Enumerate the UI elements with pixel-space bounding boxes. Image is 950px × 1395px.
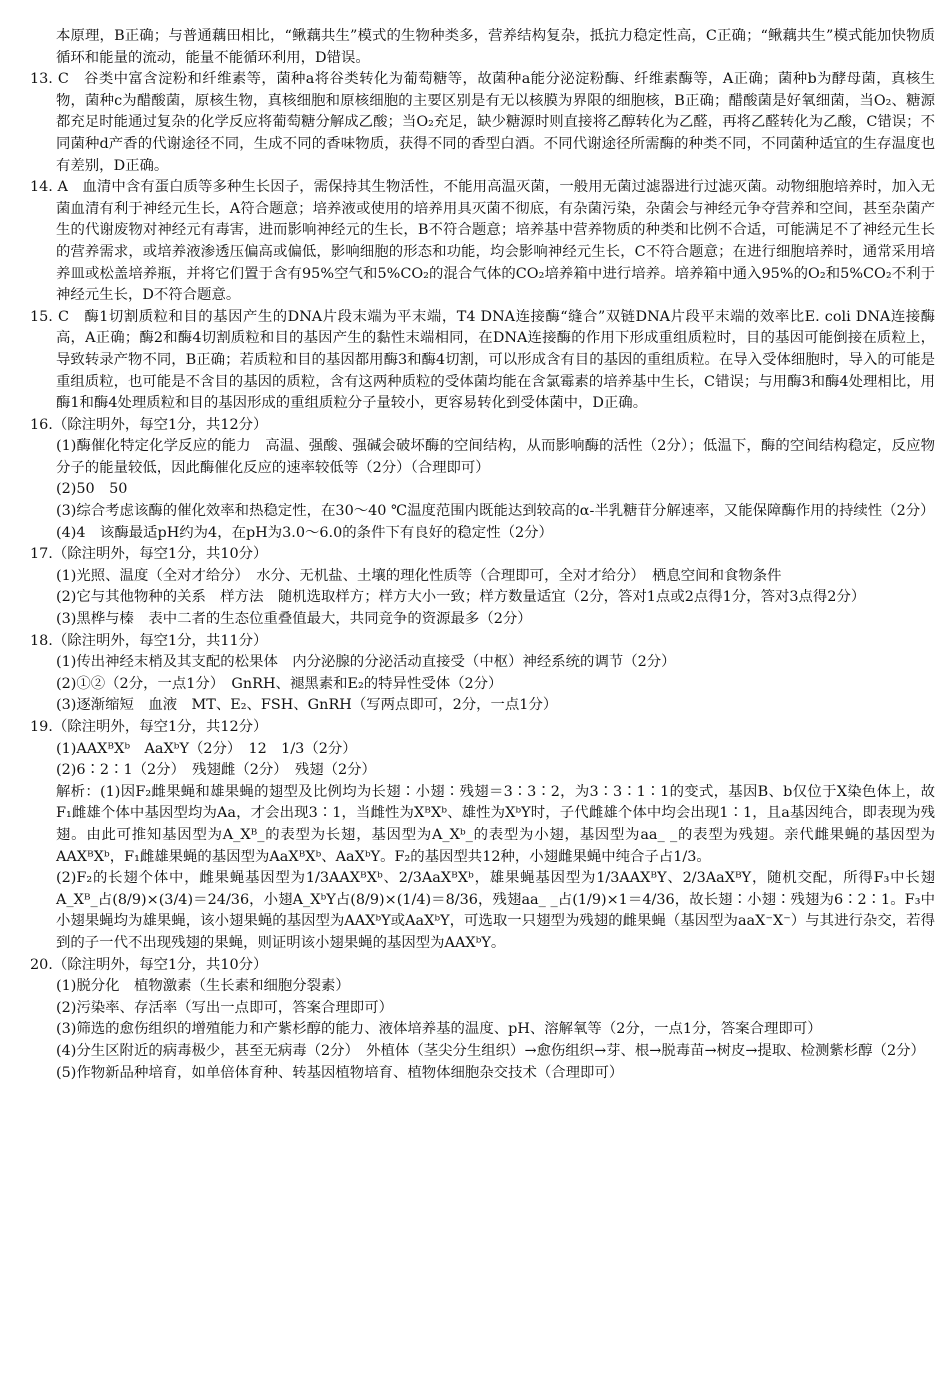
answer-16-part-1: (1)酶催化特定化学反应的能力 高温、强酸、强碱会破坏酶的空间结构，从而影响酶的活性（2分）；低温下，酶的空间结构稳定，反应物分子的能量较低，因此酶催化反应的速率较低等（2分）（合理即可） xyxy=(56,438,935,476)
answer-20-part-4: (4)分生区附近的病毒极少，甚至无病毒（2分） 外植体（茎尖分生组织）→愈伤组织→芽、根→脱毒苗→树皮→提取、检测紫杉醇（2分） xyxy=(56,1042,925,1059)
answer-16-part-2: (2)50 50 xyxy=(56,481,128,498)
answer-20-part-1: (1)脱分化 植物激素（生长素和细胞分裂素） xyxy=(56,978,350,995)
answer-15: 15. C 酶1切割质粒和目的基因产生的DNA片段末端为平末端，T4 DNA连接酶“缝合”双链DNA片段平末端的效率比E. coli DNA连接酶高，A正确；酶2和酶4切割质粒和目的基因产生的黏性末端相同，在DNA连接酶的作用下形成重组质粒时，目的基因可能倒接在质粒上，导致转录产物不同，B正确；若质粒和目的基因都用酶3和酶4切割，可以形成含有目的基因的重组质粒。在导入受体细胞时，导入的可能是重组质粒，也可能是不含目的基因的质粒，含有这两种质粒的受体菌均能在含氯霉素的培养基中生长，C错误；与用酶3和酶4处理相比，用酶1和酶4处理质粒和目的基因形成的重组质粒分子量较小，更容易转化到受体菌中，D正确。 xyxy=(30,308,935,412)
answer-16-part-3: (3)综合考虑该酶的催化效率和热稳定性，在30～40 ℃温度范围内既能达到较高的α-半乳糖苷分解速率，又能保障酶作用的持续性（2分） xyxy=(56,503,935,520)
answer-17-part-2: (2)它与其他物种的关系 样方法 随机选取样方；样方大小一致；样方数量适宜（2分，答对1点或2点得1分，答对3点得2分） xyxy=(56,589,866,606)
answer-19-part-1: (1)AAXᴮXᵇ AaXᵇY（2分） 12 1/3（2分） xyxy=(56,740,357,757)
answer-20-header: 20.（除注明外，每空1分，共10分） xyxy=(30,956,268,973)
answer-17-header: 17.（除注明外，每空1分，共10分） xyxy=(30,546,268,563)
answer-18-part-3: (3)逐渐缩短 血液 MT、E₂、FSH、GnRH（写两点即可，2分，一点1分） xyxy=(56,697,558,714)
answer-18-part-1: (1)传出神经末梢及其支配的松果体 内分泌腺的分泌活动直接受（中枢）神经系统的调节（2分） xyxy=(56,654,676,671)
answer-17-part-3: (3)黑桦与榛 表中二者的生态位重叠值最大，共同竞争的资源最多（2分） xyxy=(56,611,532,628)
answer-17-part-1: (1)光照、温度（全对才给分） 水分、无机盐、土壤的理化性质等（合理即可，全对才给分） 栖息空间和食物条件 xyxy=(56,567,782,584)
answer-18-part-2: (2)①②（2分，一点1分） GnRH、褪黑素和E₂的特异性受体（2分） xyxy=(56,675,503,692)
answer-20-part-5: (5)作物新品种培育，如单倍体育种、转基因植物培育、植物体细胞杂交技术（合理即可） xyxy=(56,1064,624,1081)
answer-19-part-2: (2)6∶2∶1（2分） 残翅雌（2分） 残翅（2分） xyxy=(56,762,376,779)
answer-19-explanation-1: 解析：(1)因F₂雌果蝇和雄果蝇的翅型及比例均为长翅∶小翅∶残翅＝3∶3∶2，为3∶3∶1∶1的变式，基因B、b仅位于X染色体上，故F₁雌雄个体中基因型均为Aa，才会出现3∶1，当雌性为XᴮXᵇ、雄性为XᵇY时，子代雌雄个体中均会出现1∶1，且a基因纯合，即表现为残翅。由此可推知基因型为A_Xᴮ_的表型为长翅，基因型为A_Xᵇ_的表型为小翅，基因型为aa_ _的表型为残翅。亲代雌果蝇的基因型为AAXᴮXᵇ，F₁雌雄果蝇的基因型为AaXᴮXᵇ、AaXᵇY。F₂的基因型共12种，小翅雌果蝇中纯合子占1/3。 xyxy=(56,783,935,865)
answer-text-block xyxy=(30,26,935,1084)
answer-16-header: 16.（除注明外，每空1分，共12分） xyxy=(30,416,268,433)
answer-18-header: 18.（除注明外，每空1分，共11分） xyxy=(30,632,268,649)
answer-16-part-4: (4)4 该酶最适pH约为4，在pH为3.0～6.0的条件下有良好的稳定性（2分） xyxy=(56,524,553,541)
answer-13: 13. C 谷类中富含淀粉和纤维素等，菌种a将谷类转化为葡萄糖等，故菌种a能分泌淀粉酶、纤维素酶等，A正确；菌种b为酵母菌，真核生物，菌种c为醋酸菌，原核生物，真核细胞和原核细胞的主要区别是有无以核膜为界限的细胞核，B正确；醋酸菌是好氧细菌，当O₂、糖源都充足时能通过复杂的化学反应将葡萄糖分解成乙酸；当O₂充足，缺少糖源时则直接将乙醇转化为乙醛，再将乙醛转化为乙酸，C错误；不同菌种d产香的代谢途径不同，生成不同的香味物质，获得不同的香型白酒。不同代谢途径所需酶的种类不同，不同菌种适宜的生存温度也有差别，D正确。 xyxy=(30,71,935,174)
answer-20-part-2: (2)污染率、存活率（写出一点即可，答案合理即可） xyxy=(56,999,393,1016)
answer-19-explanation-2: (2)F₂的长翅个体中，雌果蝇基因型为1/3AAXᴮXᵇ、2/3AaXᴮXᵇ，雄果蝇基因型为1/3AAXᴮY、2/3AaXᴮY，随机交配，所得F₃中长翅A_Xᴮ_占(8/9)×(3/4)＝24/36，小翅A_XᵇY占(8/9)×(1/4)＝8/36，残翅aa_ _占(1/9)×1＝4/36，故长翅∶小翅∶残翅为6∶2∶1。F₃中小翅果蝇均为雄果蝇，该小翅果蝇的基因型为AAXᵇY或AaXᵇY，可选取一只翅型为残翅的雌果蝇（基因型为aaX⁻X⁻）与其进行杂交，若得到的子一代不出现残翅的果蝇，则证明该小翅果蝇的基因型为AAXᵇY。 xyxy=(56,870,935,951)
answer-14: 14. A 血清中含有蛋白质等多种生长因子，需保持其生物活性，不能用高温灭菌，一般用无菌过滤器进行过滤灭菌。动物细胞培养时，加入无菌血清有利于神经元生长，A符合题意；培养液或使用的培养用具灭菌不彻底，有杂菌污染，杂菌会与神经元争夺营养和空间，甚至杂菌产生的代谢废物对神经元有毒害，进而影响神经元的生长，B不符合题意；培养基中营养物质的种类和比例不合适，可能满足不了神经元生长的营养需求，或培养液渗透压偏高或偏低，影响细胞的形态和功能，均会影响神经元生长，C不符合题意；在进行细胞培养时，通常采用培养皿或松盖培养瓶，并将它们置于含有95%空气和5%CO₂的混合气体的CO₂培养箱中进行培养。培养箱中通入95%的O₂和5%CO₂不利于神经元生长，D不符合题意。 xyxy=(30,179,935,304)
answer-20-part-3: (3)筛选的愈伤组织的增殖能力和产紫杉醇的能力、液体培养基的温度、pH、溶解氧等（2分，一点1分，答案合理即可） xyxy=(56,1021,822,1038)
intro-paragraph: 本原理，B正确；与普通藕田相比，“鳅藕共生”模式的生物种类多，营养结构复杂，抵抗力稳定性高，C正确；“鳅藕共生”模式能加快物质循环和能量的流动，能量不能循环利用，D错误。 xyxy=(56,28,935,66)
answer-19-header: 19.（除注明外，每空1分，共12分） xyxy=(30,719,268,735)
